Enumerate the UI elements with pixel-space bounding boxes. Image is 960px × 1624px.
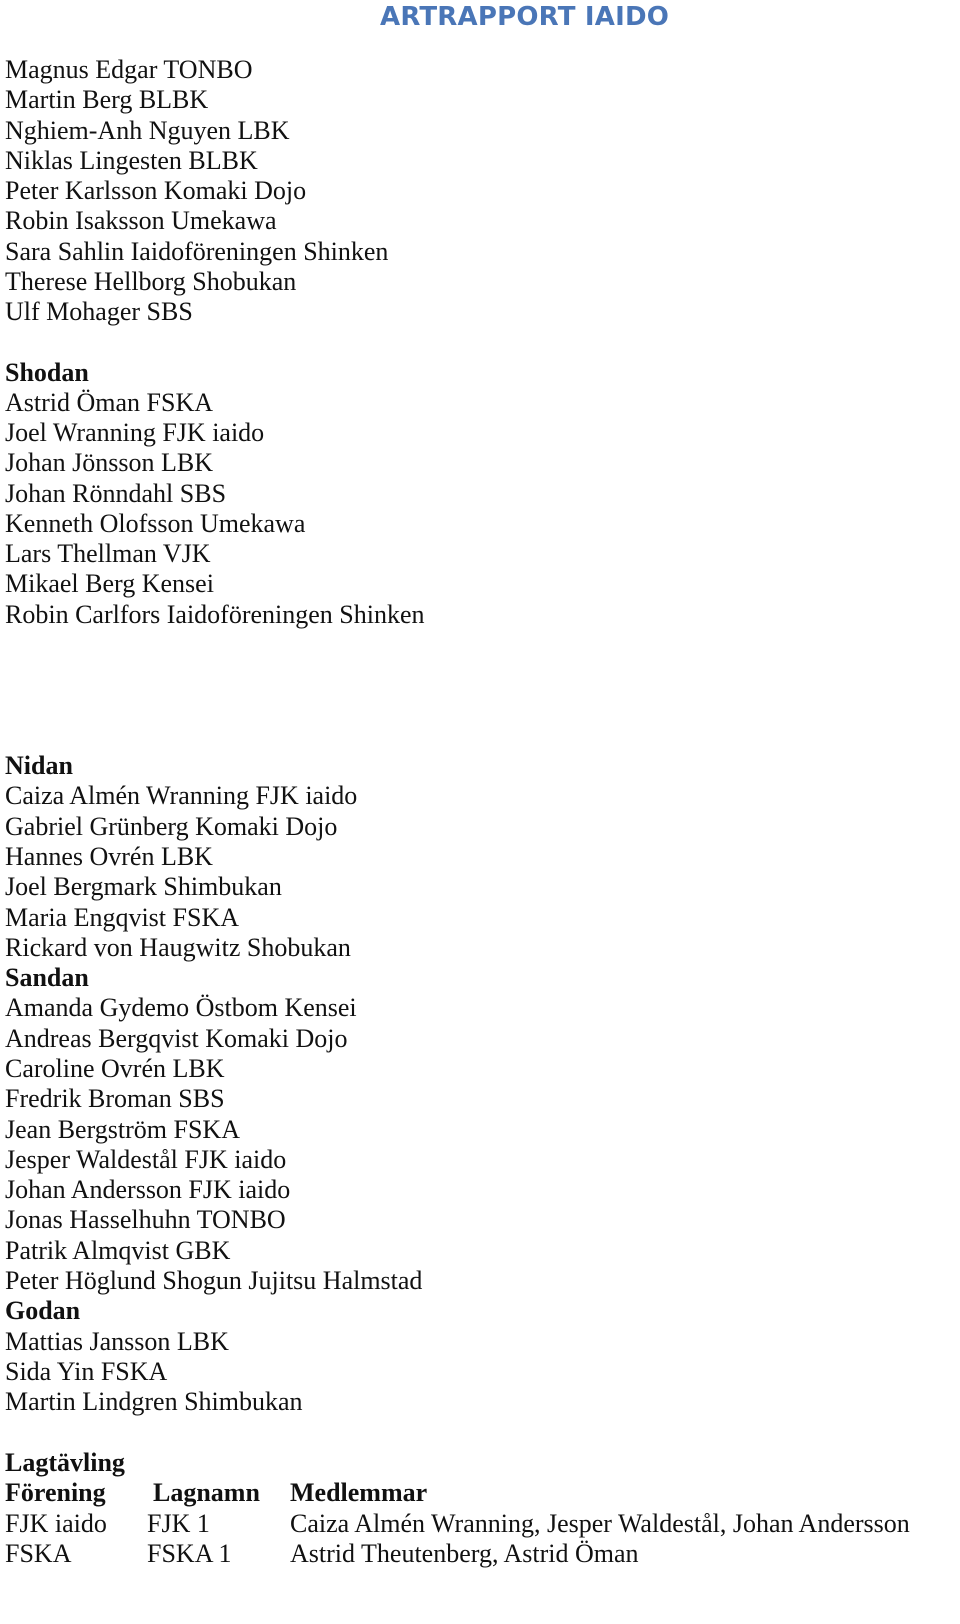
list-item: Jonas Hasselhuhn TONBO	[5, 1205, 286, 1234]
list-item: Fredrik Broman SBS	[5, 1084, 225, 1113]
list-item: Martin Berg BLBK	[5, 85, 209, 114]
list-item: Rickard von Haugwitz Shobukan	[5, 933, 351, 962]
list-item: Johan Jönsson LBK	[5, 448, 214, 477]
list-item: Patrik Almqvist GBK	[5, 1236, 231, 1265]
table-cell: FJK iaido	[5, 1509, 107, 1538]
list-item: Nghiem-Anh Nguyen LBK	[5, 116, 290, 145]
list-item: Robin Isaksson Umekawa	[5, 206, 277, 235]
list-item: Sida Yin FSKA	[5, 1357, 168, 1386]
list-item: Hannes Ovrén LBK	[5, 842, 213, 871]
list-item: Gabriel Grünberg Komaki Dojo	[5, 812, 338, 841]
section-heading-godan: Godan	[5, 1296, 81, 1325]
list-item: Johan Andersson FJK iaido	[5, 1175, 291, 1204]
section-heading-nidan: Nidan	[5, 751, 73, 780]
list-item: Mattias Jansson LBK	[5, 1327, 229, 1356]
list-item: Joel Wranning FJK iaido	[5, 418, 265, 447]
list-item: Johan Rönndahl SBS	[5, 479, 227, 508]
list-item: Astrid Öman FSKA	[5, 388, 214, 417]
table-cell: FSKA 1	[147, 1539, 232, 1568]
list-item: Sara Sahlin Iaidoföreningen Shinken	[5, 237, 389, 266]
section-heading-sandan: Sandan	[5, 963, 89, 992]
list-item: Magnus Edgar TONBO	[5, 55, 253, 84]
list-item: Jean Bergström FSKA	[5, 1115, 240, 1144]
section-heading-team: Lagtävling	[5, 1448, 125, 1477]
table-cell: Caiza Almén Wranning, Jesper Waldestål, Johan Andersson	[290, 1509, 910, 1538]
table-cell: FSKA	[5, 1539, 72, 1568]
list-item: Peter Höglund Shogun Jujitsu Halmstad	[5, 1266, 423, 1295]
table-header-forening: Förening	[5, 1478, 106, 1507]
list-item: Caiza Almén Wranning FJK iaido	[5, 781, 358, 810]
table-cell: FJK 1	[147, 1509, 210, 1538]
list-item: Niklas Lingesten BLBK	[5, 146, 258, 175]
list-item: Andreas Bergqvist Komaki Dojo	[5, 1024, 348, 1053]
list-item: Ulf Mohager SBS	[5, 297, 193, 326]
list-item: Jesper Waldestål FJK iaido	[5, 1145, 287, 1174]
list-item: Amanda Gydemo Östbom Kensei	[5, 993, 357, 1022]
list-item: Joel Bergmark Shimbukan	[5, 872, 282, 901]
section-heading-shodan: Shodan	[5, 358, 89, 387]
table-header-medlemmar: Medlemmar	[290, 1478, 428, 1507]
table-header-lagnamn: Lagnamn	[153, 1478, 260, 1507]
list-item: Peter Karlsson Komaki Dojo	[5, 176, 307, 205]
list-item: Kenneth Olofsson Umekawa	[5, 509, 306, 538]
list-item: Martin Lindgren Shimbukan	[5, 1387, 303, 1416]
table-cell: Astrid Theutenberg, Astrid Öman	[290, 1539, 639, 1568]
list-item: Caroline Ovrén LBK	[5, 1054, 225, 1083]
list-item: Lars Thellman VJK	[5, 539, 211, 568]
list-item: Robin Carlfors Iaidoföreningen Shinken	[5, 600, 425, 629]
page-title: ARTRAPPORT IAIDO	[380, 2, 670, 32]
list-item: Therese Hellborg Shobukan	[5, 267, 297, 296]
list-item: Mikael Berg Kensei	[5, 569, 214, 598]
list-item: Maria Engqvist FSKA	[5, 903, 239, 932]
